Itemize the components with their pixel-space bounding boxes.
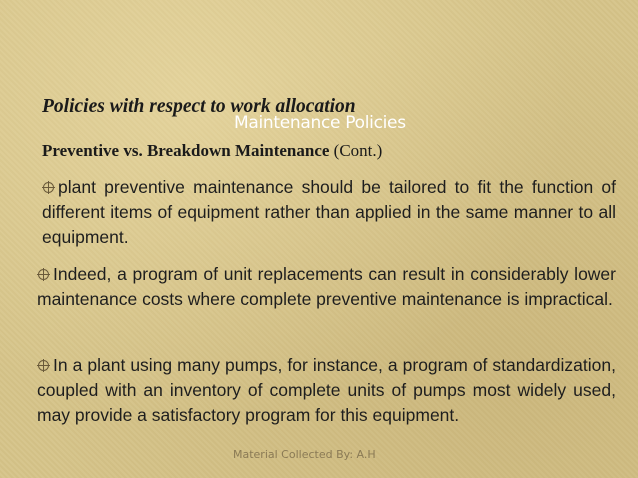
bullet-paragraph-3 [37, 353, 616, 428]
bullet-paragraph-2 [37, 262, 616, 312]
circle-plus-bullet-icon [37, 268, 50, 281]
slide-subheading [42, 141, 382, 161]
circle-plus-bullet-icon [37, 359, 50, 372]
paragraph-text: plant preventive maintenance should be tailored to fit the function of different items of equipment rather than applied in the same manner to all equipment. [42, 177, 616, 247]
subheading-bold: Preventive vs. Breakdown Maintenance [42, 141, 330, 160]
slide-footer: Material Collected By: A.H [233, 448, 376, 461]
bullet-paragraph-1 [42, 175, 616, 250]
paragraph-text: Indeed, a program of unit replacements can result in considerably lower maintenance costs where complete preventive maintenance is impractical. [37, 264, 616, 309]
subheading-rest: (Cont.) [329, 141, 383, 160]
slide-heading: Policies with respect to work allocation [42, 96, 356, 117]
circle-plus-bullet-icon [42, 181, 55, 194]
paragraph-text: In a plant using many pumps, for instance, a program of standardization, coupled with an inventory of complete units of pumps most widely used, may provide a satisfactory program for this equipment. [37, 355, 616, 425]
slide-title: Maintenance Policies [234, 113, 406, 133]
